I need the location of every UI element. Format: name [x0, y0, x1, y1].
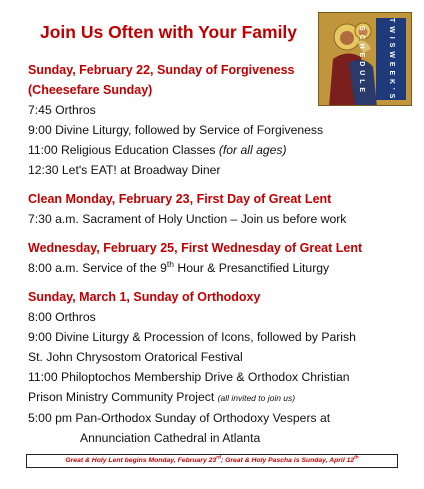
- schedule-text: Prison Ministry Community Project: [28, 390, 215, 404]
- schedule-line: 9:00 Divine Liturgy, followed by Service of Forgiveness: [28, 123, 324, 137]
- superscript: th: [166, 258, 175, 269]
- schedule-text: Hour & Presanctified Liturgy: [174, 261, 330, 275]
- schedule-content: [28, 60, 408, 448]
- footer-text: Great & Holy Lent begins Monday, February 23: [65, 457, 217, 464]
- schedule-line: 12:30 Let's EAT! at Broadway Diner: [28, 163, 221, 177]
- schedule-line: 7:30 a.m. Sacrament of Holy Unction – Join us before work: [28, 212, 347, 226]
- page-title: Join Us Often with Your Family: [40, 22, 298, 42]
- schedule-line: [28, 258, 408, 278]
- schedule-line: [28, 387, 408, 408]
- schedule-line: 7:45 Orthros: [28, 103, 96, 117]
- section-heading: Wednesday, February 25, First Wednesday of Great Lent: [28, 241, 363, 255]
- schedule-line: 11:00 Philoptochos Membership Drive & Orthodox Christian: [28, 370, 350, 384]
- schedule-text: 11:00 Religious Education Classes: [28, 143, 216, 157]
- schedule-line: Annunciation Cathedral in Atlanta: [80, 431, 261, 445]
- footer-sup: th: [354, 455, 359, 461]
- section-heading: Clean Monday, February 23, First Day of Great Lent: [28, 192, 332, 206]
- footer-sup: rd: [216, 455, 221, 461]
- footer-text: ; Great & Holy Pascha is Sunday, April 12: [220, 457, 355, 464]
- schedule-note: (all invited to join us): [217, 393, 296, 403]
- schedule-line: 5:00 pm Pan-Orthodox Sunday of Orthodoxy Vespers at: [28, 411, 331, 425]
- section-heading: Sunday, February 22, Sunday of Forgiveness: [28, 63, 295, 77]
- section-heading: Sunday, March 1, Sunday of Orthodoxy: [28, 290, 261, 304]
- footer-note: [26, 454, 398, 468]
- schedule-line: [28, 140, 408, 160]
- schedule-text: 8:00 a.m. Service of the 9: [28, 261, 167, 275]
- schedule-band: T W I S W E E K ' S S C H E D U L E: [376, 18, 406, 100]
- schedule-line: St. John Chrysostom Oratorical Festival: [28, 350, 243, 364]
- schedule-line: 9:00 Divine Liturgy & Procession of Icons, followed by Parish: [28, 330, 356, 344]
- section-heading: (Cheesefare Sunday): [28, 83, 153, 97]
- schedule-line: 8:00 Orthros: [28, 310, 96, 324]
- schedule-note: (for all ages): [218, 143, 287, 157]
